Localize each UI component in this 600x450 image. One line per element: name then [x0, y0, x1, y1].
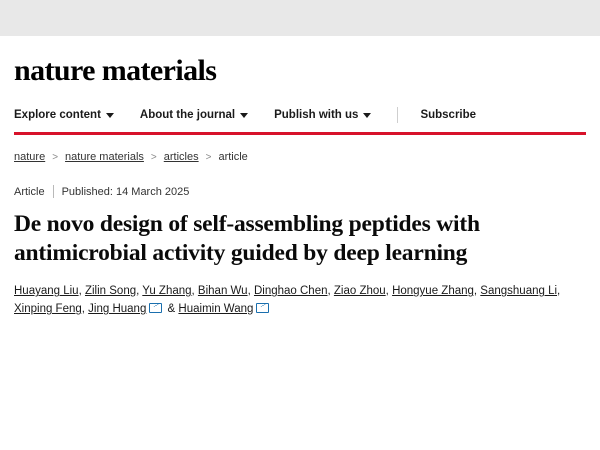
- envelope-icon[interactable]: [149, 303, 162, 313]
- author-list: [14, 283, 586, 319]
- author-link[interactable]: Bihan Wu: [197, 285, 248, 298]
- breadcrumb: [14, 151, 586, 163]
- breadcrumb-item-nature-materials[interactable]: nature materials: [65, 151, 144, 163]
- author-link[interactable]: Hongyue Zhang: [392, 285, 474, 298]
- nav-label-explore-content: Explore content: [14, 109, 101, 121]
- journal-masthead[interactable]: nature materials: [14, 54, 217, 87]
- nav-label-about-the-journal: About the journal: [139, 109, 236, 121]
- nav-item-about-the-journal[interactable]: [140, 109, 248, 121]
- author-link[interactable]: Sangshuang Li: [480, 285, 558, 298]
- author-separator: ,: [191, 285, 198, 298]
- author-link[interactable]: Yu Zhang: [142, 285, 192, 298]
- nav-divider: [397, 107, 398, 123]
- chevron-down-icon: [106, 113, 114, 118]
- article-meta: [14, 185, 586, 198]
- author-link[interactable]: Huaimin Wang: [178, 303, 254, 316]
- author-separator: ,: [385, 285, 393, 298]
- author-separator: ,: [473, 285, 481, 298]
- author-separator: ,: [327, 285, 334, 298]
- author-separator: &: [164, 303, 179, 316]
- nav-label-publish-with-us: Publish with us: [274, 109, 359, 121]
- brand-rule: [14, 132, 586, 135]
- breadcrumb-item-nature[interactable]: nature: [14, 151, 46, 163]
- breadcrumb-separator: >: [150, 151, 157, 163]
- breadcrumb-separator: >: [205, 151, 212, 163]
- browser-top-band: [0, 0, 600, 36]
- nav-label-subscribe: Subscribe: [420, 109, 477, 121]
- author-separator: ,: [557, 285, 561, 298]
- author-separator: ,: [78, 285, 85, 298]
- chevron-down-icon: [363, 113, 371, 118]
- page-title: De novo design of self-assembling peptides with antimicrobial activity guided by deep learning: [14, 211, 480, 266]
- author-link[interactable]: Ziao Zhou: [333, 285, 386, 298]
- nav-item-publish-with-us[interactable]: [274, 109, 371, 121]
- author-link[interactable]: Xinping Feng: [14, 303, 82, 316]
- author-separator: ,: [81, 303, 89, 316]
- main-navigation: [14, 104, 586, 126]
- nav-item-explore-content[interactable]: [14, 109, 114, 121]
- nav-item-subscribe[interactable]: [420, 109, 476, 121]
- breadcrumb-item-articles[interactable]: articles: [163, 151, 199, 163]
- article-type: Article: [14, 185, 45, 198]
- meta-divider: [53, 185, 54, 198]
- author-link[interactable]: Huayang Liu: [14, 285, 79, 298]
- breadcrumb-separator: >: [52, 151, 59, 163]
- envelope-icon[interactable]: [256, 303, 269, 313]
- article-page: [0, 36, 600, 430]
- author-link[interactable]: Jing Huang: [88, 303, 147, 316]
- author-separator: ,: [247, 285, 254, 298]
- page-bottom-band: [0, 430, 600, 450]
- author-separator: ,: [136, 285, 143, 298]
- article-published-date: Published: 14 March 2025: [61, 185, 190, 198]
- breadcrumb-item-article: article: [218, 151, 248, 163]
- chevron-down-icon: [240, 113, 248, 118]
- author-link[interactable]: Dinghao Chen: [253, 285, 328, 298]
- author-link[interactable]: Zilin Song: [84, 285, 137, 298]
